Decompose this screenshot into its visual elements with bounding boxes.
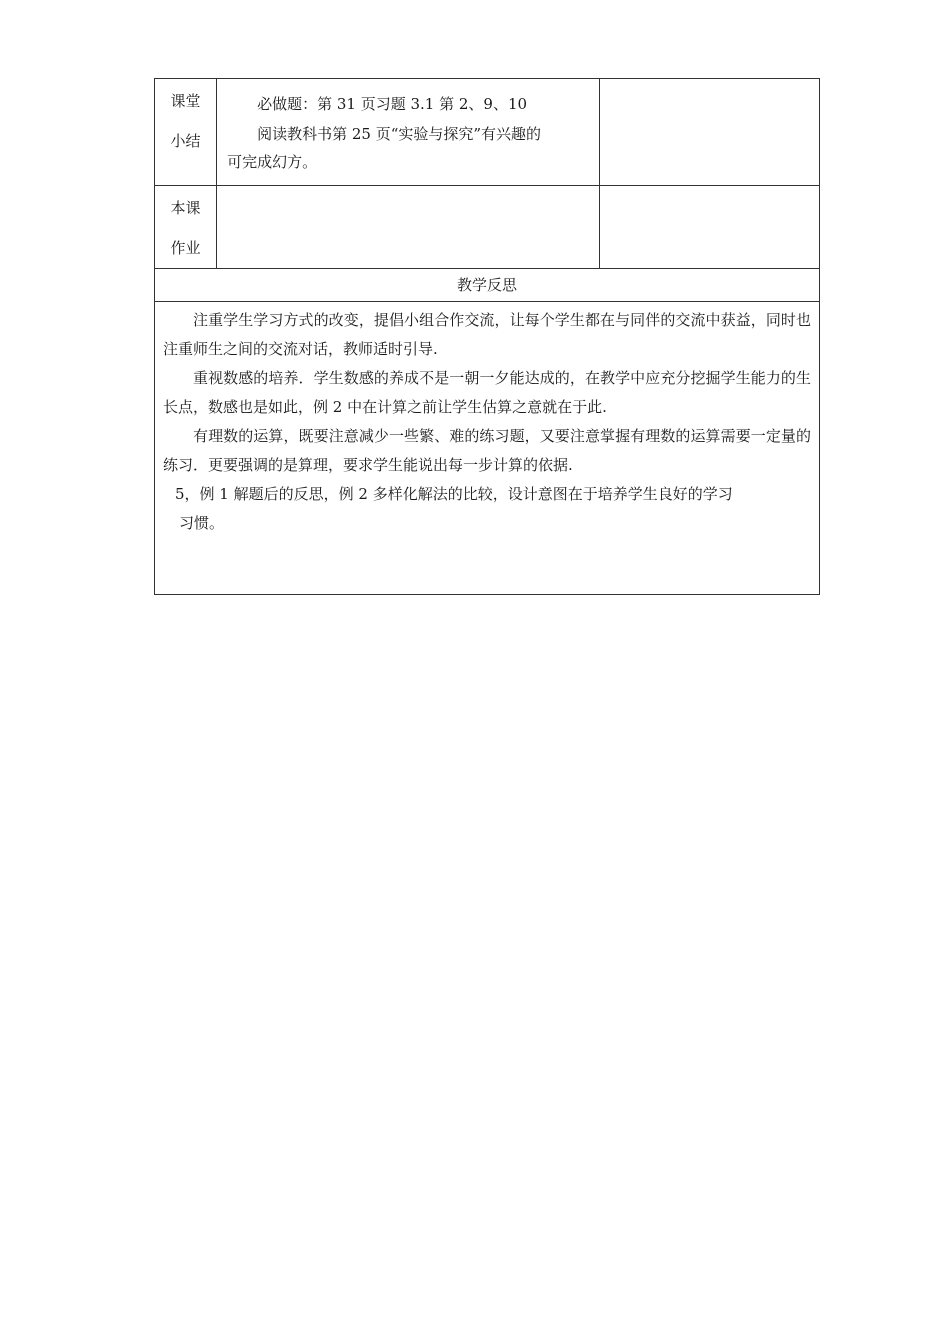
homework-label-line2: 作业 <box>170 239 201 257</box>
homework-row <box>155 186 820 269</box>
homework-note-cell <box>599 186 819 269</box>
lesson-plan-table <box>154 78 820 595</box>
reflection-paragraph-4 <box>163 480 811 538</box>
summary-label-line1: 课堂 <box>170 92 201 110</box>
reflection-paragraph-4-line2: 习惯。 <box>179 514 225 532</box>
reflection-paragraph-1: 注重学生学习方式的改变，提倡小组合作交流，让每个学生都在与同伴的交流中获益，同时也注重师生之间的交流对话，教师适时引导. <box>163 311 811 358</box>
summary-label-line2: 小结 <box>170 132 201 150</box>
summary-content-cell <box>217 79 600 186</box>
homework-content-cell <box>217 186 600 269</box>
homework-label-cell <box>155 186 217 269</box>
reflection-body-row <box>155 302 820 595</box>
reflection-paragraph-3: 有理数的运算，既要注意减少一些繁、难的练习题，又要注意掌握有理数的运算需要一定量的练习．更要强调的是算理，要求学生能说出每一步计算的依据. <box>163 427 811 474</box>
summary-label-cell <box>155 79 217 186</box>
reflection-body-cell <box>155 302 820 595</box>
summary-note-cell <box>599 79 819 186</box>
reflection-paragraph-4-line1: 5，例 1 解题后的反思，例 2 多样化解法的比较，设计意图在于培养学生良好的学习 <box>175 485 733 503</box>
reflection-heading: 教学反思 <box>155 269 820 302</box>
reflection-paragraph-2: 重视数感的培养．学生数感的养成不是一朝一夕能达成的，在教学中应充分挖掘学生能力的生长点，数感也是如此，例 2 中在计算之前让学生估算之意就在于此. <box>163 369 811 416</box>
summary-reading-task: 阅读教科书第 25 页“实验与探究”有兴趣的 <box>257 125 542 143</box>
summary-row <box>155 79 820 186</box>
summary-required-exercises: 必做题：第 31 页习题 3.1 第 2、9、10 <box>257 95 528 113</box>
reflection-heading-row <box>155 269 820 302</box>
summary-reading-task-cont: 可完成幻方。 <box>227 153 318 171</box>
homework-label-line1: 本课 <box>170 199 201 217</box>
